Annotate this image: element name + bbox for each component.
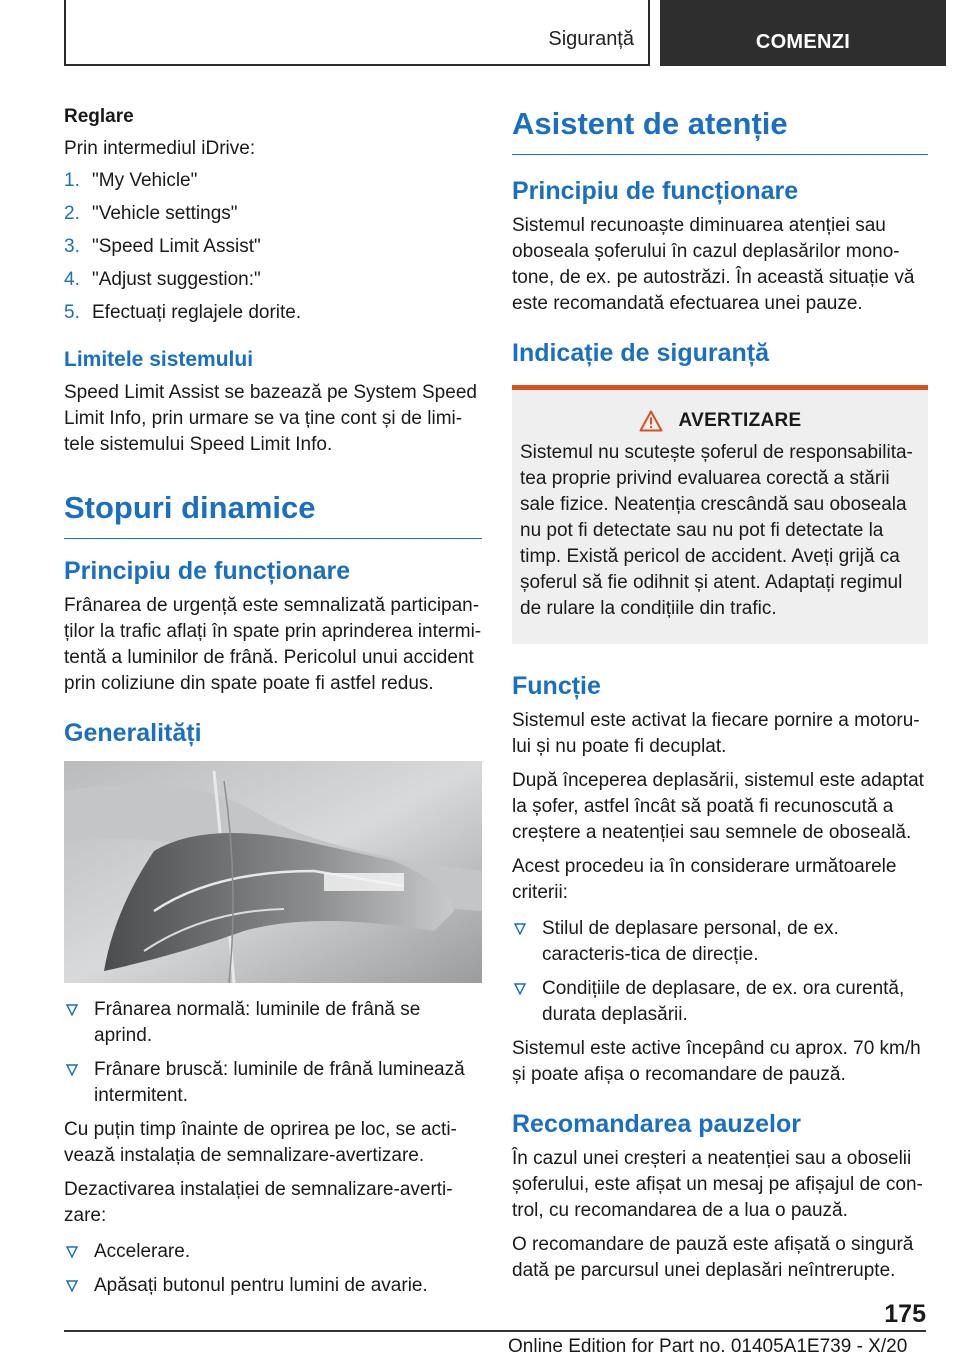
- warning-title: AVERTIZARE: [520, 408, 920, 434]
- list-item: 4. "Adjust suggestion:": [64, 269, 261, 290]
- pause-text-2: O recomandare de pauză este afișată o singură dată pe parcursul unei deplasări neîntrerupte.: [512, 1234, 914, 1281]
- limits-text: Speed Limit Assist se bazează pe System Speed Limit Info, prin urmare se va ține cont și de limi-tele sistemului Speed Limit Info.: [64, 382, 477, 455]
- warning-box: [512, 385, 928, 644]
- warning-text: Sistemul nu scutește șoferul de responsabilita-tea proprie privind evaluarea corectă a stării sale fizice. Neatenția crescândă sau oboseala nu pot fi detectate sau nu pot fi detectate la timp. Există pericol de accident. Aveți grijă ca șoferul să fie odihnit și atent. Adaptați regimul de rulare la condițiile din trafic.: [520, 442, 913, 619]
- setting-label: Reglare: [64, 106, 134, 127]
- list-item: Apăsați butonul pentru lumini de avarie.: [64, 1273, 482, 1299]
- deactivate-text: Dezactivarea instalației de semnalizare-averti-zare:: [64, 1179, 453, 1226]
- warning-triangle-icon: [639, 410, 663, 432]
- header-chapter-tab: COMENZI: [660, 0, 946, 66]
- bullet-triangle-icon: [514, 983, 526, 995]
- setting-intro: Prin intermediul iDrive:: [64, 138, 256, 159]
- brake-light-photo: [64, 761, 482, 983]
- bullet-triangle-icon: [66, 1064, 78, 1076]
- pause-heading: Recomandarea pauzelor: [512, 1110, 801, 1138]
- bullet-triangle-icon: [66, 1246, 78, 1258]
- setting-steps-list: [64, 168, 482, 326]
- safety-heading: Indicație de siguranță: [512, 339, 770, 367]
- list-item: Accelerare.: [64, 1239, 482, 1265]
- hazard-text: Cu puțin timp înainte de oprirea pe loc, se acti-vează instalația de semnalizare-avertizare.: [64, 1119, 457, 1166]
- limits-heading: Limitele sistemului: [64, 348, 254, 371]
- list-item: Stilul de deplasare personal, de ex. caracteris-tica de direcție.: [512, 916, 928, 968]
- function-text-3: Acest procedeu ia în considerare următoarele criterii:: [512, 856, 897, 903]
- right-column: [512, 104, 928, 1284]
- page-number: 175: [884, 1300, 926, 1328]
- function-text-2: După începerea deplasării, sistemul este adaptat la șofer, astfel încât să poată fi recunoscută a creștere a neatenției sau semnele de oboseală.: [512, 770, 924, 843]
- criteria-list: [512, 916, 928, 1028]
- function-heading: Funcție: [512, 672, 601, 700]
- dyn-principle-text: Frânarea de urgență este semnalizată participan-ților la trafic aflați în spate prin aprinderea intermi-tentă a luminilor de frână. Pericolul unui accident prin coliziune din spate poate fi astfel redus.: [64, 595, 482, 694]
- list-item: 1. "My Vehicle": [64, 170, 198, 191]
- list-item: 5. Efectuați reglajele dorite.: [64, 302, 302, 323]
- att-principle-heading: Principiu de funcționare: [512, 177, 799, 205]
- list-item: Frânare bruscă: luminile de frână luminează intermitent.: [64, 1057, 482, 1109]
- header-section-title: Siguranță: [548, 28, 634, 50]
- bullet-triangle-icon: [66, 1004, 78, 1016]
- list-item: 2. "Vehicle settings": [64, 203, 238, 224]
- general-heading: Generalități: [64, 719, 202, 747]
- list-item: Frânarea normală: luminile de frână se aprind.: [64, 997, 482, 1049]
- header-section-tab: [64, 0, 650, 66]
- bullet-triangle-icon: [66, 1280, 78, 1292]
- footer-rule: [64, 1330, 926, 1332]
- pause-text-1: În cazul unei creșteri a neatenției sau a oboselii șoferului, este afișat un mesaj pe afișajul de con-trol, cu recomandarea de a lua o pauză.: [512, 1148, 923, 1221]
- deactivate-list: [64, 1239, 482, 1299]
- att-principle-text: Sistemul recunoaște diminuarea atenției sau oboseala șoferului în cazul deplasărilor mono-tone, de ex. pe autostrăzi. În această situație vă este recomandată efectuarea unei pauze.: [512, 215, 915, 314]
- dyn-principle-heading: Principiu de funcționare: [64, 557, 351, 585]
- left-column: [64, 104, 482, 1307]
- attention-assistant-heading: Asistent de atenție: [512, 104, 928, 155]
- bullet-triangle-icon: [514, 923, 526, 935]
- list-item: 3. "Speed Limit Assist": [64, 236, 261, 257]
- function-text-1: Sistemul este activat la fiecare pornire a motoru-lui și nu poate fi decuplat.: [512, 710, 920, 757]
- function-text-4: Sistemul este active începând cu aprox. 70 km/h și poate afișa o recomandare de pauză.: [512, 1038, 921, 1085]
- dynamic-brake-lights-heading: Stopuri dinamice: [64, 488, 482, 539]
- list-item: Condițiile de deplasare, de ex. ora curentă, durata deplasării.: [512, 976, 928, 1028]
- brake-behavior-list: [64, 997, 482, 1109]
- footer-edition: Online Edition for Part no. 01405A1E739 - X/20: [508, 1336, 908, 1357]
